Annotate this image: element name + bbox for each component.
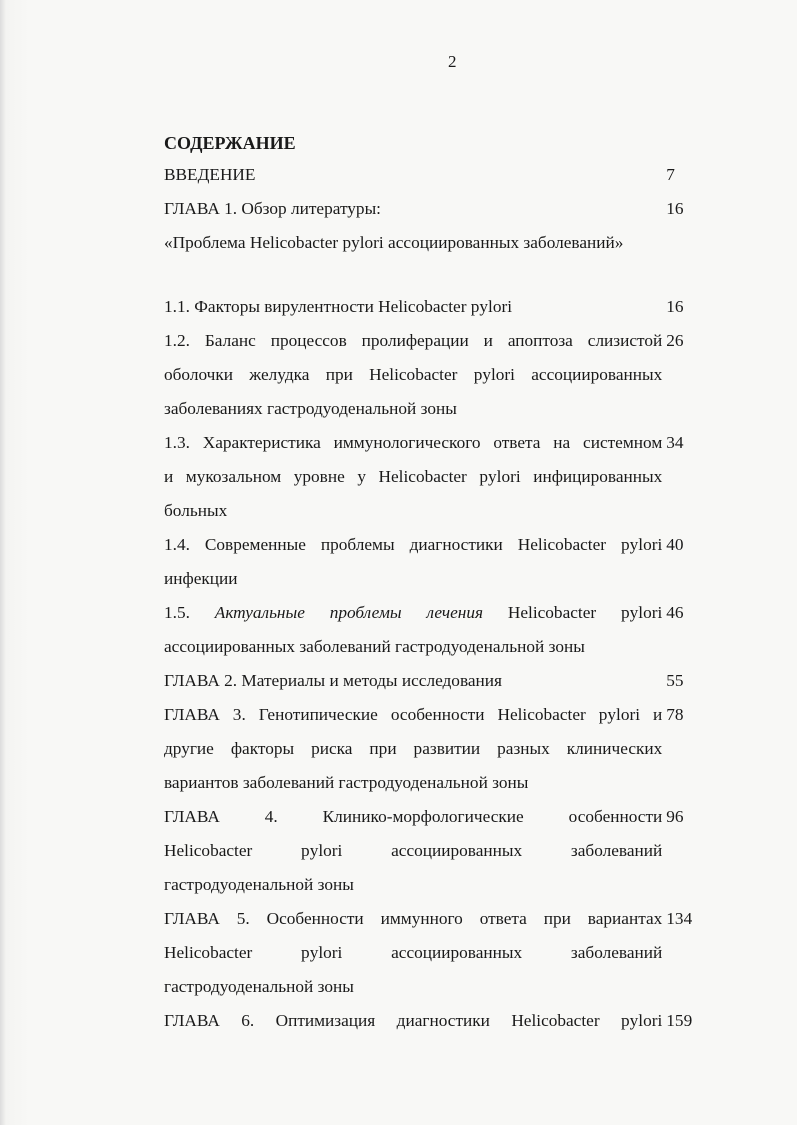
toc-entry-line: 1.4. Современные проблемы диагностики Helicobacter pylori [164, 535, 663, 554]
toc-entry-chapter-3 [164, 698, 704, 800]
toc-entry-line: оболочки желудка при Helicobacter pylori ассоциированных [164, 365, 663, 384]
toc-entry-chapter-4 [164, 800, 704, 902]
toc-entry-chapter-5 [164, 902, 704, 1004]
toc-entry-page: 96 [666, 807, 684, 826]
toc-entry-page: 55 [666, 671, 684, 690]
toc-entry-1-4 [164, 528, 704, 596]
toc-entry-line: гастродуоденальной зоны [164, 875, 354, 894]
toc-entry-page: 40 [666, 535, 684, 554]
toc-entry-chapter-1 [164, 192, 704, 260]
toc-entry-1-5 [164, 596, 704, 664]
toc-entry-page: 16 [666, 199, 684, 218]
page-number: 2 [448, 52, 457, 71]
toc-entry-1-2 [164, 324, 704, 426]
toc-entry-line: ГЛАВА 6. Оптимизация диагностики Helicobacter pylori [164, 1011, 663, 1030]
toc-entry-line: ассоциированных заболеваний гастродуоденальной зоны [164, 637, 585, 656]
toc-entry-line: ГЛАВА 5. Особенности иммунного ответа при вариантах [164, 909, 663, 928]
toc-entry-line: Helicobacter pylori ассоциированных заболеваний [164, 943, 663, 962]
toc-entry-line: 1.2. Баланс процессов пролиферации и апоптоза слизистой [164, 331, 663, 350]
toc-entry-line: 1.1. Факторы вирулентности Helicobacter pylori [164, 297, 513, 316]
toc-entry-page: 34 [666, 433, 684, 452]
toc-entry-introduction [164, 158, 704, 192]
toc-entry-line [164, 596, 662, 630]
toc-entry-1-3 [164, 426, 704, 528]
toc-entry-line: инфекции [164, 569, 238, 588]
toc-entry-line: «Проблема Helicobacter pylori ассоциированных заболеваний» [164, 233, 624, 252]
toc-entry-line: ВВЕДЕНИЕ [164, 165, 256, 184]
toc-entry-chapter-2 [164, 664, 704, 698]
toc-entry-page: 16 [666, 297, 684, 316]
toc-entry-line: ГЛАВА 1. Обзор литературы: [164, 199, 381, 218]
toc-entry-page: 46 [666, 603, 684, 622]
toc-entry-line: 1.3. Характеристика иммунологического ответа на системном [164, 433, 663, 452]
toc-entry-prefix: 1.5. [164, 603, 215, 622]
toc-entry-line: заболеваниях гастродуоденальной зоны [164, 399, 457, 418]
toc-entry-page: 26 [666, 331, 684, 350]
table-of-contents [164, 128, 704, 1038]
toc-entry-page: 159 [666, 1011, 693, 1030]
toc-title: СОДЕРЖАНИЕ [164, 133, 296, 153]
toc-entry-line: ГЛАВА 2. Материалы и методы исследования [164, 671, 502, 690]
toc-entry-line: и мукозальном уровне у Helicobacter pylori инфицированных [164, 467, 663, 486]
spacer [164, 260, 704, 290]
toc-entry-line: больных [164, 501, 228, 520]
toc-entry-line: гастродуоденальной зоны [164, 977, 354, 996]
toc-entry-line: ГЛАВА 3. Генотипические особенности Helicobacter pylori и [164, 705, 663, 724]
toc-entry-italic: Актуальные проблемы лечения [214, 603, 484, 622]
toc-entry-suffix: Helicobacter pylori [483, 603, 663, 622]
toc-entry-page: 78 [666, 705, 684, 724]
toc-entry-page: 7 [666, 165, 675, 184]
toc-entry-line: Helicobacter pylori ассоциированных заболеваний [164, 841, 663, 860]
toc-entry-line: другие факторы риска при развитии разных клинических [164, 739, 663, 758]
toc-entry-line: вариантов заболеваний гастродуоденальной зоны [164, 773, 529, 792]
toc-entry-line: ГЛАВА 4. Клинико-морфологические особенности [164, 807, 663, 826]
toc-entry-1-1 [164, 290, 704, 324]
toc-entry-page: 134 [666, 909, 693, 928]
toc-entry-chapter-6 [164, 1004, 704, 1038]
